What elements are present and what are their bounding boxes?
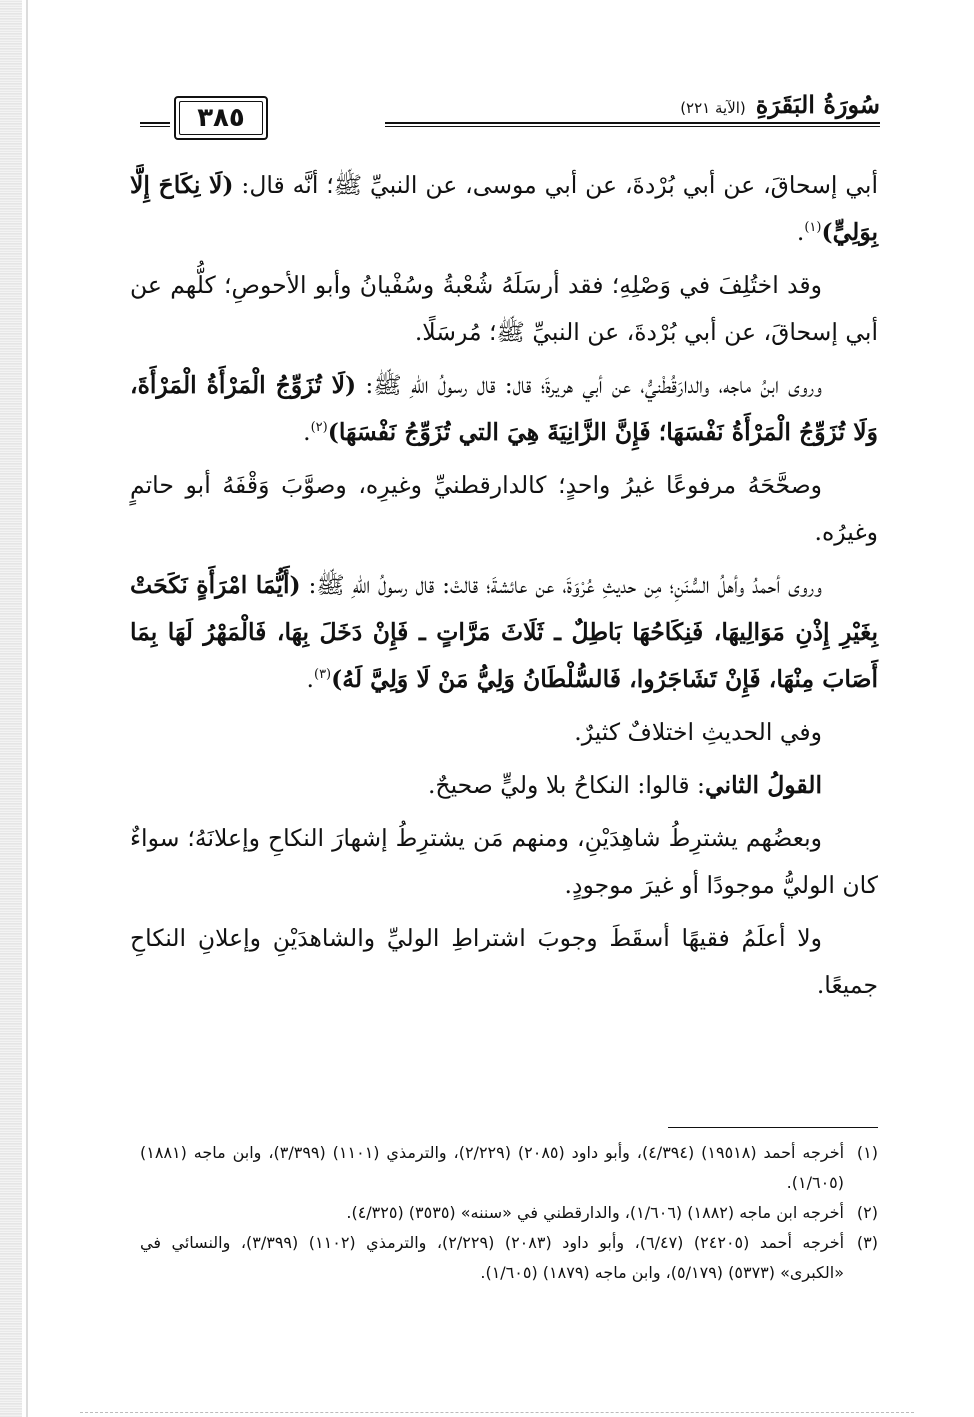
paragraph [130, 362, 878, 456]
main-text [130, 162, 878, 1015]
paragraph-text: . [303, 418, 311, 446]
footnote-number: (٣) [856, 1233, 878, 1252]
page-number [174, 96, 268, 140]
page-header [140, 88, 880, 148]
paragraph [130, 162, 878, 256]
paragraph-text: وبعضُهم يشترِطُ شاهِدَيْنِ، ومنهم مَن يشترِطُ إشهارَ النكاحِ وإعلانَهُ؛ سواءٌ كان الوليُّ موجودًا أو غيرَ موجودٍ. [130, 824, 878, 899]
footnote [140, 1138, 878, 1198]
footnote-text: أخرجه أحمد (٢٤٢٠٥) (٦/٤٧)، وأبو داود (٢٠٨٣) (٢/٢٢٩)، والترمذي (١١٠٢) (٣/٣٩٩)، والنسائي في «الكبرى» (٥٣٧٣) (٥/١٧٩)، وابن ماجه (١٨٧٩) (١/٦٠٥). [140, 1233, 845, 1282]
paragraph-text: . [306, 665, 314, 693]
paragraph-text: : قالوا: النكاحُ بلا وليٍّ صحيحٌ. [427, 771, 705, 799]
hadith-text: (لَا تُزَوِّجُ الْمَرْأَةُ الْمَرْأَةَ، وَلَا تُزَوِّجُ الْمَرْأَةُ نَفْسَهَا؛ فَإِنَّ الزَّانِيَةَ هِيَ التي تُزَوِّجُ نَفْسَهَا) [130, 371, 878, 446]
header-rule-left [140, 122, 170, 124]
surah-name: سُورَةُ البَقَرَةِ [755, 90, 880, 119]
footnote-marker: (٣) [313, 667, 332, 683]
footnote [140, 1228, 878, 1288]
page-number-text: ٣٨٥ [197, 103, 245, 133]
paragraph-text: أبي إسحاقَ، عن أبي بُرْدةَ، عن أبي موسى، عن النبيِّ ﷺ؛ أنَّه قال: [233, 171, 878, 199]
footnote-marker: (٢) [310, 420, 328, 436]
footnote-number: (٢) [856, 1203, 878, 1222]
footnote [140, 1198, 878, 1228]
hadith-text: (أَيُّمَا امْرَأَةٍ نَكَحَتْ بِغَيْرِ إِذْنِ مَوَالِيهَا، فَنِكَاحُهَا بَاطِلٌ ـ ثَلَاثَ مَرَّاتٍ ـ فَإِنْ دَخَلَ بِهَا، فَالْمَهْرُ لَهَا بِمَا أَصَابَ مِنْهَا، فَإِنْ تَشَاجَرُوا، فَالسُّلْطَانُ وَلِيُّ مَنْ لَا وَلِيَّ لَهُ) [130, 571, 878, 693]
header-rule-thin [385, 126, 880, 127]
footnotes [140, 1138, 878, 1288]
page-bottom-edge [80, 1412, 914, 1413]
ayah-reference: (الآية ٢٢١) [680, 99, 746, 117]
header-rule-left-thin [140, 126, 170, 127]
paragraph [130, 709, 878, 756]
paragraph [130, 762, 878, 809]
paragraph [130, 915, 878, 1009]
paragraph-text: وروى ابنُ ماجه، والدارَقُطْنيُّ، عن أبي هريرةَ؛ قال: قال رسولُ اللهِ ﷺ: [356, 371, 822, 399]
footnote-text: أخرجه ابن ماجه (١٨٨٢) (١/٦٠٦)، والدارقطني في «سننه» (٣٥٣٥) (٤/٣٢٥). [346, 1203, 844, 1222]
footnote-text: أخرجه أحمد (١٩٥١٨) (٤/٣٩٤)، وأبو داود (٢٠٨٥) (٢/٢٢٩)، والترمذي (١١٠١) (٣/٣٩٩)، وابن ماجه (١٨٨١) (١/٦٠٥). [140, 1143, 845, 1192]
running-title [670, 90, 880, 119]
paragraph [130, 562, 878, 703]
hadith-text: القولُ الثاني [704, 771, 822, 799]
book-spine-line [26, 0, 28, 1417]
paragraph-text: . [796, 218, 805, 246]
paragraph [130, 262, 878, 356]
footnote-number: (١) [856, 1143, 878, 1162]
paragraph-text: ولا أعلَمُ فقيهًا أسقَطَ وجوبَ اشتراطِ الوليِّ والشاهدَيْنِ وإعلانِ النكاحِ جميعًا. [130, 924, 878, 999]
paragraph-text: وروى أحمدُ وأهلُ السُّنَنِ؛ مِن حديثِ عُرْوَةَ، عن عائشةَ؛ قالتْ: قال رسولُ اللهِ ﷺ: [300, 571, 822, 599]
paragraph-text: وقد اختُلِفَ في وَصْلِهِ؛ فقد أرسَلَهُ شُعْبةُ وسُفْيانُ وأبو الأحوصِ؛ كلُّهم عن أبي إسحاقَ، عن أبي بُرْدةَ، عن النبيِّ ﷺ؛ مُرسَلًا. [130, 271, 878, 346]
book-spine-shadow [0, 0, 22, 1417]
paragraph [130, 462, 878, 556]
paragraph-text: وصحَّحَهُ مرفوعًا غيرُ واحدٍ؛ كالدارقطنيِّ وغيرِه، وصوَّبَ وَقْفَهُ أبو حاتمٍ وغيرُه. [130, 471, 878, 546]
paragraph [130, 815, 878, 909]
footnote-marker: (١) [804, 220, 822, 236]
hadith-text: (لَا نِكَاحَ إِلَّا بِوَلِيٍّ) [130, 171, 878, 246]
footnote-separator [668, 1127, 878, 1128]
paragraph-text: وفي الحديثِ اختلافٌ كثيرٌ. [574, 718, 822, 746]
header-rule [385, 122, 880, 124]
